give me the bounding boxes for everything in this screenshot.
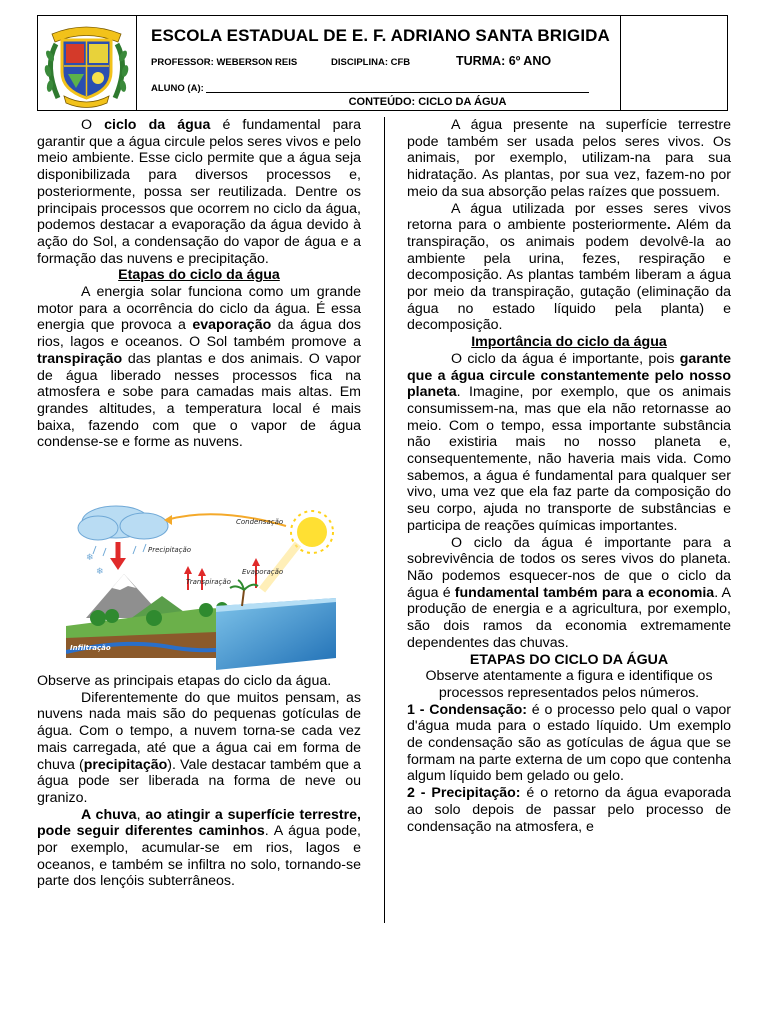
etapas-caps-heading: ETAPAS DO CICLO DA ÁGUA xyxy=(469,651,669,668)
svg-text:❄: ❄ xyxy=(86,553,94,563)
left-column-lower xyxy=(37,673,361,890)
school-name: ESCOLA ESTADUAL DE E. F. ADRIANO SANTA BRIGIDA xyxy=(151,26,610,45)
water-cycle-figure xyxy=(66,498,336,670)
left-paragraph-1: O ciclo da água é fundamental para garantir que a água circule pelos seres vivos e pelo meio ambiente. Esse ciclo permite que a água seja disponibilizada para diversos processos e, posteriormente, possa ser reutilizada. Dentre os principais processos que ocorrem no ciclo da água, podemos destacar a evaporação da água devido à ação do Sol, a condensação do vapor de água e a formação das nuvens e precipitação. xyxy=(37,117,362,267)
exercise-intro: Observe atentamente a figura e identifique os processos representados pelos números. xyxy=(425,668,713,701)
label-infiltracao: Infiltração xyxy=(70,644,111,652)
item-condensacao: 1 - Condensação: é o processo pelo qual o vapor d'água muda para o estado líquido. Um exemplo de condensação são as gotículas de água que se formam na parte externa de um copo que contenha algum líquido bem gelado ou gelo. xyxy=(407,701,731,785)
label-condensacao: Condensação xyxy=(236,518,284,526)
label-evaporacao: Evaporação xyxy=(242,568,284,576)
school-crest-logo xyxy=(38,16,135,108)
left-paragraph-3: Diferentemente do que muitos pensam, as nuvens nada mais são do pequenas gotículas de água. Com o tempo, a nuvem torna-se cada vez mais carregada, até que a água cai em forma de chuva (precipitação). Vale destacar também que a água pode ser liberada na forma de neve ou granizo. xyxy=(37,689,361,806)
column-divider xyxy=(384,117,385,923)
figure-caption: Observe as principais etapas do ciclo da água. xyxy=(37,673,332,689)
left-paragraph-4: A chuva, ao atingir a superfície terrestre, pode seguir diferentes caminhos. A água pode, por exemplo, acumular-se em rios, lagos e oceanos, e também se infiltra no solo, tornando-se parte dos lençóis subterrâneos. xyxy=(37,806,362,890)
disciplina-label: DISCIPLINA: CFB xyxy=(331,57,411,68)
label-transpiracao: Transpiração xyxy=(186,578,231,586)
header-box xyxy=(37,15,728,111)
right-paragraph-1: A água presente na superfície terrestre pode também ser usada pelos seres vivos. Os animais, por exemplo, utilizam-na para sua hidratação. As plantas, por sua vez, fazem-no por meio da sua absorção pelas raízes que possuem. xyxy=(407,117,731,200)
right-paragraph-2: A água utilizada por esses seres vivos retorna para o ambiente posteriormente. Além da transpiração, os animais podem devolvê-la ao ambiente pela urina, fezes, respiração e decomposição. As plantas também liberam a água por meio da transpiração, gutação (eliminação da água no estado líquido pela planta) e decomposição. xyxy=(407,200,731,334)
left-column xyxy=(37,117,361,451)
left-paragraph-2: A energia solar funciona como um grande motor para a ocorrência do ciclo da água. É essa energia que provoca a evaporação da água dos rios, lagos e oceanos. O Sol também promove a transpiração das plantas e dos animais. O vapor de água liberado nesses processos fica na atmosfera e sobe para camadas mais altas. Em grandes altitudes, a temperatura local é mais baixa, fazendo com que o vapor de água condense-se e forme as nuvens. xyxy=(37,284,361,451)
professor-label: PROFESSOR: WEBERSON REIS xyxy=(151,57,298,68)
turma-label: TURMA: 6º ANO xyxy=(456,54,552,68)
importancia-heading: Importância do ciclo da água xyxy=(471,334,667,351)
item-precipitacao: 2 - Precipitação: é o retorno da água evaporada ao solo depois de passar pelo processo de condensação na atmosfera, e xyxy=(407,785,732,835)
right-column xyxy=(407,117,731,835)
label-precipitacao: Precipitação xyxy=(148,546,192,554)
aluno-name-field[interactable] xyxy=(206,92,589,93)
etapas-heading: Etapas do ciclo da água xyxy=(118,267,280,284)
right-paragraph-3: O ciclo da água é importante, pois garante que a água circule constantemente pelo nosso planeta. Imagine, por exemplo, que os animais consumissem-na, mas que ela não retornasse ao meio. Com o tempo, essa importante substância não existiria mais no nosso planeta e, consequentemente, não haveria mais vida. Como sabemos, a água é fundamental para qualquer ser vivo, uma vez que ela faz parte da composição do seu corpo, ajuda no transporte de substâncias e participa de reações químicas importantes. xyxy=(407,350,731,534)
conteudo-title: CONTEÚDO: CICLO DA ÁGUA xyxy=(348,96,507,108)
svg-text:❄: ❄ xyxy=(96,567,104,577)
right-paragraph-4: O ciclo da água é importante para a sobrevivência de todos os seres vivos do planeta. Não podemos esquecer-nos de que o ciclo da água é fundamental também para a economia. A produção de energia e a agricultura, por exemplo, são dois ramos da economia extremamente dependentes das chuvas. xyxy=(407,534,731,651)
aluno-label: ALUNO (A): xyxy=(151,83,204,94)
